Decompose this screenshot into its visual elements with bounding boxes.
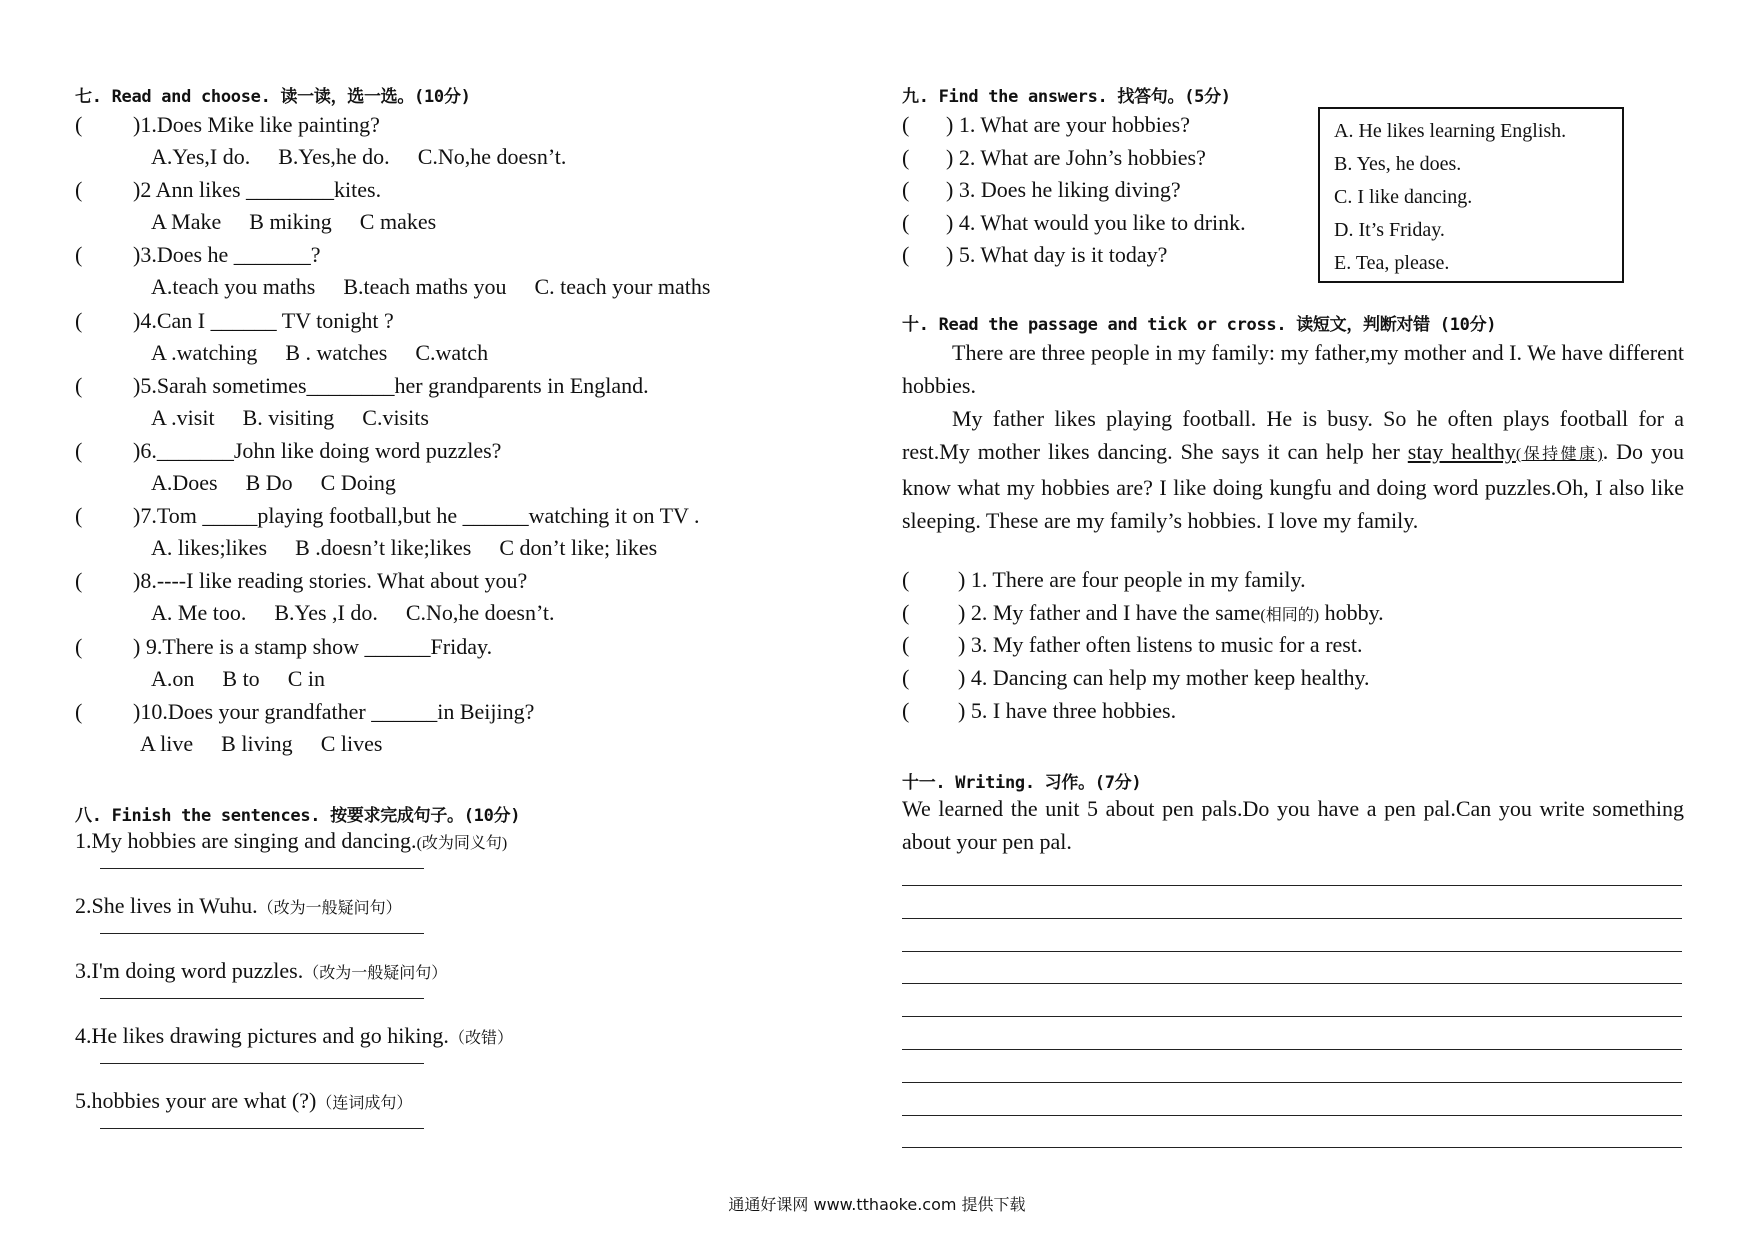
answer-blank-line[interactable] bbox=[100, 933, 424, 934]
answer-paren[interactable]: ( bbox=[75, 112, 83, 137]
sentence-text: 4.He likes drawing pictures and go hiking. bbox=[75, 1023, 449, 1048]
question-text: )6._______John like doing word puzzles? bbox=[133, 438, 502, 463]
choice-option[interactable]: C.visits bbox=[362, 404, 429, 430]
sentence-text: 1.My hobbies are singing and dancing. bbox=[75, 828, 417, 853]
writing-line[interactable] bbox=[902, 1082, 1682, 1083]
judge-statement bbox=[958, 600, 1384, 626]
judge-statement bbox=[958, 567, 1306, 593]
choice-option[interactable]: C in bbox=[287, 665, 325, 691]
answer-options-box bbox=[1318, 107, 1624, 283]
passage-text: . Do you know what my hobbies are? I like doing kungfu and doing word puzzles.Oh, I also like sleeping. These are my family’s hobbies. I love my family. bbox=[902, 439, 1684, 533]
question-text: )5.Sarah sometimes________her grandparents in England. bbox=[133, 372, 649, 398]
answer-paren[interactable]: ( bbox=[75, 503, 83, 529]
question-text: ) 9.There is a stamp show ______Friday. bbox=[133, 633, 493, 659]
choice-option[interactable]: A .watching bbox=[151, 339, 258, 365]
answer-choices bbox=[151, 209, 464, 235]
writing-line[interactable] bbox=[902, 1049, 1682, 1050]
choice-option[interactable]: C Doing bbox=[320, 470, 396, 495]
answer-paren[interactable]: ( bbox=[75, 177, 83, 203]
answer-choices bbox=[151, 340, 516, 366]
answer-option: E. Tea, please. bbox=[1334, 252, 1450, 274]
choice-option[interactable]: B living bbox=[221, 730, 293, 756]
answer-paren[interactable]: ( bbox=[75, 698, 83, 724]
choice-option[interactable]: B.Yes,he do. bbox=[278, 144, 390, 169]
writing-line[interactable] bbox=[902, 1147, 1682, 1148]
sentence-task bbox=[75, 958, 447, 984]
question-text: )4.Can I ______ TV tonight ? bbox=[133, 307, 394, 333]
writing-line[interactable] bbox=[902, 983, 1682, 984]
answer-option: A. He likes learning English. bbox=[1334, 120, 1567, 142]
judge-statement bbox=[958, 698, 1176, 724]
statement-text: ) 3. My father often listens to music for a rest. bbox=[958, 632, 1363, 658]
reading-passage-paragraph-1 bbox=[902, 336, 1684, 402]
reading-passage-paragraph-2 bbox=[902, 402, 1684, 537]
question-text: ) 3. Does he liking diving? bbox=[946, 177, 1181, 202]
answer-blank-line[interactable] bbox=[100, 1128, 424, 1129]
choice-option[interactable]: A.Does bbox=[151, 470, 218, 495]
statement-text: ) 4. Dancing can help my mother keep healthy. bbox=[958, 665, 1370, 691]
section-7-title: 七. Read and choose. 读一读，选一选。(10分) bbox=[75, 87, 471, 107]
writing-prompt: We learned the unit 5 about pen pals.Do you have a pen pal.Can you write something about your pen pal. bbox=[902, 796, 1684, 854]
choice-option[interactable]: B to bbox=[222, 665, 260, 691]
sentence-instruction: (改为同义句) bbox=[416, 835, 508, 852]
choice-option[interactable]: C don’t like; likes bbox=[499, 535, 658, 561]
writing-line[interactable] bbox=[902, 1115, 1682, 1116]
judge-statement bbox=[958, 665, 1370, 691]
choice-option[interactable]: B.teach maths you bbox=[343, 274, 507, 300]
sentence-task bbox=[75, 828, 507, 854]
sentence-text: 5.hobbies your are what (?) bbox=[75, 1088, 317, 1113]
judge-statement bbox=[958, 632, 1362, 658]
section-10-title: 十. Read the passage and tick or cross. 读短文，判断对错 (10分) bbox=[902, 315, 1497, 335]
question-text: ) 5. What day is it today? bbox=[946, 242, 1168, 267]
answer-choices bbox=[151, 470, 424, 496]
footer-credit: 通通好课网 www.tthaoke.com 提供下载 bbox=[728, 1195, 1026, 1214]
choice-option[interactable]: C makes bbox=[359, 209, 437, 235]
question-text: ) 1. What are your hobbies? bbox=[946, 112, 1190, 137]
question-text: )10.Does your grandfather ______in Beijing? bbox=[133, 698, 535, 724]
choice-option[interactable]: C. teach your maths bbox=[534, 274, 711, 300]
section-9-title: 九. Find the answers. 找答句。(5分) bbox=[902, 87, 1231, 107]
section-8-title: 八. Finish the sentences. 按要求完成句子。(10分) bbox=[75, 806, 521, 826]
answer-paren[interactable]: ( bbox=[902, 112, 910, 137]
choice-option[interactable]: B miking bbox=[249, 209, 332, 235]
choice-option[interactable]: C.No,he doesn’t. bbox=[417, 144, 567, 169]
choice-option[interactable]: A.on bbox=[151, 665, 195, 691]
answer-option: B. Yes, he does. bbox=[1334, 153, 1462, 175]
sentence-task bbox=[75, 893, 402, 919]
question-text: )3.Does he _______? bbox=[133, 242, 321, 268]
answer-paren[interactable]: ( bbox=[902, 567, 910, 592]
sentence-task bbox=[75, 1088, 412, 1114]
answer-paren[interactable]: ( bbox=[902, 242, 910, 267]
sentence-instruction: （改错） bbox=[448, 1030, 513, 1047]
sentence-instruction: （连词成句） bbox=[316, 1095, 413, 1112]
sentence-instruction: （改为一般疑问句） bbox=[257, 900, 402, 917]
choice-option[interactable]: B .doesn’t like;likes bbox=[295, 535, 472, 561]
question-text: ) 2. What are John’s hobbies? bbox=[946, 144, 1206, 170]
answer-paren[interactable]: ( bbox=[75, 438, 83, 463]
writing-line[interactable] bbox=[902, 885, 1682, 886]
choice-option[interactable]: A.teach you maths bbox=[151, 274, 316, 300]
writing-line[interactable] bbox=[902, 951, 1682, 952]
answer-choices bbox=[151, 274, 738, 300]
answer-paren[interactable]: ( bbox=[902, 209, 910, 235]
choice-option[interactable]: A Make bbox=[151, 209, 222, 235]
choice-option[interactable]: A. Me too. bbox=[151, 600, 247, 626]
writing-line[interactable] bbox=[902, 918, 1682, 919]
answer-choices bbox=[151, 600, 583, 626]
question-text: ) 4. What would you like to drink. bbox=[946, 209, 1246, 235]
answer-paren[interactable]: ( bbox=[75, 633, 83, 659]
answer-choices bbox=[151, 666, 353, 692]
passage-text: My father likes playing football. He is busy. So he often plays football for a rest.My mother likes dancing. She says it can help her bbox=[902, 406, 1684, 464]
passage-underlined-phrase: stay healthy bbox=[1407, 439, 1516, 464]
answer-choices bbox=[140, 731, 410, 757]
answer-option: C. I like dancing. bbox=[1334, 186, 1473, 208]
answer-paren[interactable]: ( bbox=[75, 372, 83, 398]
answer-paren[interactable]: ( bbox=[902, 665, 910, 691]
statement-text: ) 5. I have three hobbies. bbox=[958, 697, 1177, 723]
choice-option[interactable]: B . watches bbox=[285, 339, 388, 365]
passage-text: There are three people in my family: my father,my mother and I. We have different hobbies. bbox=[902, 340, 1684, 398]
statement-text: ) 2. My father and I have the same bbox=[958, 599, 1261, 625]
answer-paren[interactable]: ( bbox=[902, 177, 910, 202]
answer-choices bbox=[151, 144, 594, 170]
writing-line[interactable] bbox=[902, 1016, 1682, 1017]
choice-option[interactable]: C lives bbox=[320, 730, 383, 756]
answer-paren[interactable]: ( bbox=[902, 632, 910, 658]
choice-option[interactable]: A live bbox=[140, 730, 194, 756]
statement-text: ) 1. There are four people in my family. bbox=[958, 567, 1306, 592]
choice-option[interactable]: C.watch bbox=[415, 339, 489, 365]
choice-option[interactable]: B.Yes ,I do. bbox=[274, 600, 378, 626]
question-text: )7.Tom _____playing football,but he ______watching it on TV . bbox=[133, 503, 700, 529]
choice-option[interactable]: A .visit bbox=[151, 404, 215, 430]
question-text: )2 Ann likes ________kites. bbox=[133, 177, 382, 203]
choice-option[interactable]: A.Yes,I do. bbox=[151, 144, 251, 169]
answer-paren[interactable]: ( bbox=[75, 307, 83, 333]
answer-blank-line[interactable] bbox=[100, 998, 424, 999]
statement-note: (相同的) bbox=[1260, 606, 1320, 624]
sentence-task bbox=[75, 1023, 513, 1049]
question-text: )8.----I like reading stories. What about you? bbox=[133, 568, 528, 594]
statement-text: hobby. bbox=[1319, 599, 1384, 625]
answer-paren[interactable]: ( bbox=[75, 568, 83, 594]
sentence-text: 3.I'm doing word puzzles. bbox=[75, 958, 304, 983]
answer-choices bbox=[151, 535, 685, 561]
choice-option[interactable]: C.No,he doesn’t. bbox=[405, 600, 555, 626]
answer-blank-line[interactable] bbox=[100, 1063, 424, 1064]
answer-paren[interactable]: ( bbox=[902, 697, 910, 723]
answer-paren[interactable]: ( bbox=[902, 144, 910, 170]
answer-option: D. It’s Friday. bbox=[1334, 219, 1445, 241]
answer-paren[interactable]: ( bbox=[902, 599, 910, 625]
sentence-instruction: （改为一般疑问句） bbox=[303, 965, 448, 982]
answer-blank-line[interactable] bbox=[100, 868, 424, 869]
choice-option[interactable]: B. visiting bbox=[242, 404, 335, 430]
section-11-title: 十一. Writing. 习作。(7分) bbox=[902, 773, 1142, 793]
answer-choices bbox=[151, 405, 457, 431]
question-text: )1.Does Mike like painting? bbox=[133, 112, 380, 137]
choice-option[interactable]: B Do bbox=[245, 470, 293, 495]
passage-note: (保持健康) bbox=[1515, 446, 1603, 463]
sentence-text: 2.She lives in Wuhu. bbox=[75, 893, 258, 918]
answer-paren[interactable]: ( bbox=[75, 242, 83, 268]
choice-option[interactable]: A. likes;likes bbox=[151, 535, 268, 561]
